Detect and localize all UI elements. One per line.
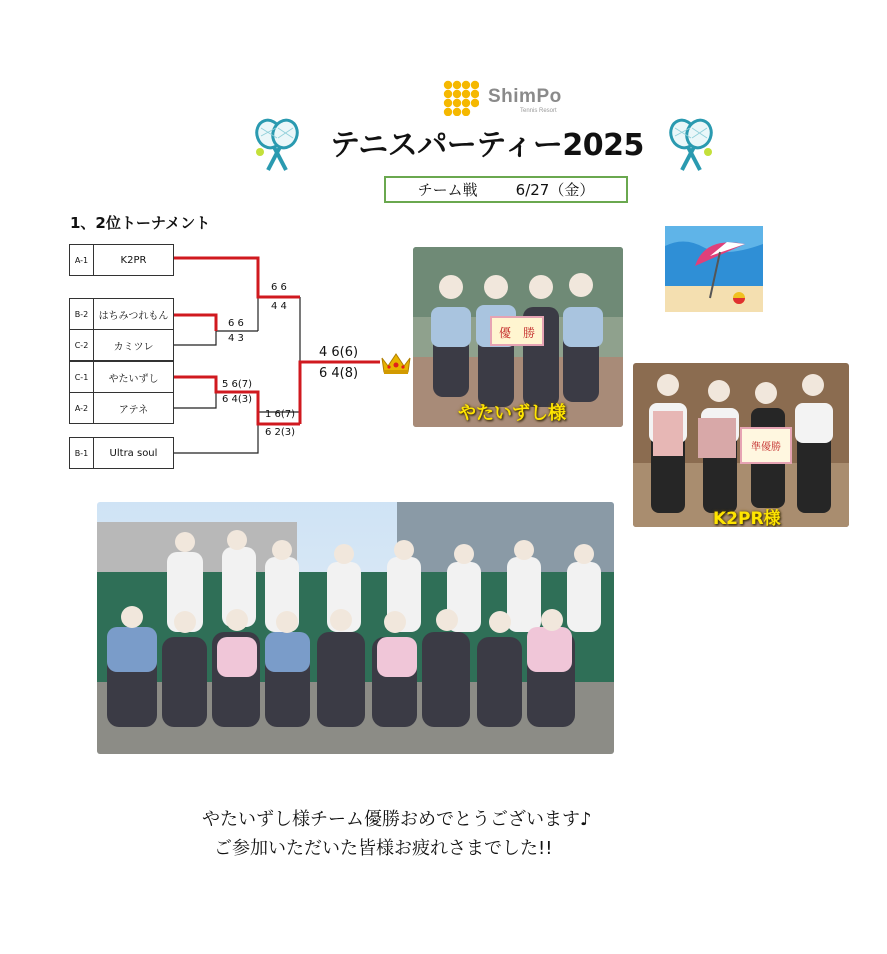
final-score: 4 6(6) — [319, 345, 359, 360]
team-name: はちみつれもん — [98, 310, 169, 322]
team-name: やたいずし — [108, 373, 159, 385]
runner-up-team-photo — [633, 363, 849, 527]
bracket-winner-line — [174, 315, 216, 331]
runner-up-caption: K2PR様 — [713, 509, 781, 527]
team-name: Ultra soul — [109, 447, 158, 459]
team-name: K2PR — [120, 254, 147, 266]
shimpo-logo-text: ShimPo — [488, 86, 562, 107]
team-seed: C-2 — [70, 330, 94, 360]
team-seed: B-2 — [70, 299, 94, 329]
congrats-message: やたいずし様チーム優勝おめでとうございます♪ — [202, 809, 592, 830]
bracket-line — [174, 331, 258, 345]
team-name: アテネ — [118, 404, 149, 416]
bracket-line — [174, 392, 216, 408]
team-seed: A-2 — [70, 393, 94, 423]
winner-team-photo — [413, 247, 623, 427]
match-score: 6 2(3) — [265, 427, 296, 438]
group-photo — [97, 502, 614, 754]
match-score: 6 6 — [271, 282, 287, 293]
team-seed: A-1 — [70, 245, 94, 275]
shimpo-logo-subtext: Tennis Resort — [520, 108, 557, 114]
match-score: 6 6 — [228, 318, 244, 329]
winner-sign-text: 優 勝 — [498, 326, 536, 340]
runner-sign-text: 準優勝 — [751, 442, 781, 453]
match-score: 4 4 — [271, 301, 287, 312]
team-name: カミツレ — [113, 341, 154, 353]
event-date: 6/27（金） — [515, 181, 595, 199]
crown-icon — [380, 350, 412, 376]
bracket-heading: 1、2位トーナメント — [70, 214, 211, 232]
final-score: 6 4(8) — [319, 366, 359, 381]
winner-caption: やたいずし様 — [458, 403, 566, 424]
match-score: 1 6(7) — [265, 409, 296, 420]
beach-umbrella-icon — [665, 226, 763, 312]
event-type: チーム戦 — [417, 181, 478, 199]
team-seed: B-1 — [70, 438, 94, 468]
thanks-message: ご参加いただいた皆様お疲れさまでした!! — [214, 838, 553, 859]
match-score: 4 3 — [228, 333, 244, 344]
team-seed: C-1 — [70, 362, 94, 392]
match-score: 5 6(7) — [222, 379, 253, 390]
match-score: 6 4(3) — [222, 394, 253, 405]
page-title: テニスパーティー2025 — [330, 128, 644, 163]
